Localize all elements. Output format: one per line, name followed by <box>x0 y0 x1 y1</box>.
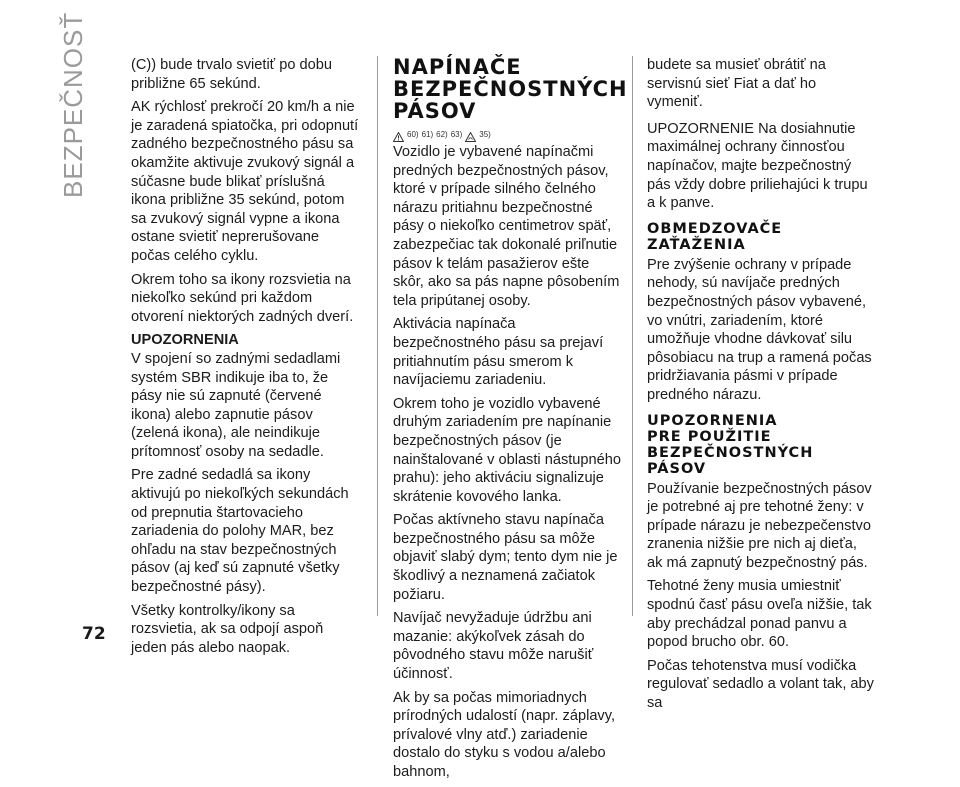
paragraph: V spojení so zadnými sedadlami systém SBR indikuje iba to, že pásy nie sú zapnuté (červené ikona) alebo zapnutie pásov (zelená ikona), ale neindikuje prítomnosť osoby na sedadle. <box>131 350 341 460</box>
paragraph: budete sa musieť obrátiť na servisnú sieť Fiat a dať ho vymeniť. <box>647 57 826 111</box>
heading-line: BEZPEČNOSTNÝCH <box>647 444 814 461</box>
warning-triangle-icon <box>393 132 404 142</box>
column-right <box>647 56 875 718</box>
heading-line: ZAŤAŽENIA <box>647 236 746 253</box>
section-title-vertical <box>58 11 98 198</box>
warning-references <box>393 128 621 142</box>
page-number: 72 <box>82 624 106 644</box>
heading-line: NAPÍNAČE <box>393 55 522 79</box>
reference-number: 35) <box>479 130 491 139</box>
paragraph: Navíjač nevyžaduje údržbu ani mazanie: akýkoľvek zásah do pôvodného stavu môže narušiť účinnosť. <box>393 610 594 683</box>
paragraph: Okrem toho sa ikony rozsvietia na niekoľko sekúnd pri každom otvorení niektorých zadných dverí. <box>131 271 354 325</box>
paragraph: Tehotné ženy musia umiestniť spodnú časť pásu oveľa nižšie, tak aby prechádzal ponad panvu a popod brucho obr. 60. <box>647 578 872 651</box>
heading-line: PÁSOV <box>647 460 707 477</box>
subsection-heading <box>647 221 875 253</box>
paragraph: Vozidlo je vybavené napínačmi predných bezpečnostných pásov, ktoré v prípade silného čelného nárazu pritiahnu bezpečnostné pásy o niekoľko centimetrov späť, zabezpečiac tak dokonalé priľnutie pásov k telám pasažierov ešte skôr, ako sa pás napne pôsobením tela pripútanej osoby. <box>393 144 620 309</box>
paragraph: Pre zadné sedadlá sa ikony aktivujú po niekoľkých sekundách od prepnutia štartovacieho zariadenia do polohy MAR, bez ohľadu na stav bezpečnostných pásov (aj keď sú zapnuté všetky bezpečnostné pásy). <box>131 467 349 596</box>
section-heading <box>393 55 628 123</box>
paragraph: Pre zvýšenie ochrany v prípade nehody, sú navíjače predných bezpečnostných pásov vybavené, vo vnútri, zariadením, ktoré umožňuje vhodne dávkovať silu pôsobiacu na trup a ramená počas pridržiavania pásmi v prípade predného nárazu. <box>647 256 872 403</box>
paragraph: Okrem toho je vozidlo vybavené druhým zariadením pre napínanie bezpečnostných pásov (je nainštalované v oblasti nástupného prahu): jeho aktiváciu signalizuje skrátenie kovového lanka. <box>393 395 621 505</box>
heading-line: BEZPEČNOSTNÝCH <box>393 77 628 101</box>
paragraph: Ak by sa počas mimoriadnych prírodných udalostí (napr. záplavy, prívalové vlny atď.) zariadenie dostalo do styku s vodou a/alebo bahnom, <box>393 689 615 780</box>
section-title: BEZPEČNOSŤ <box>58 11 88 198</box>
paragraph: Počas aktívneho stavu napínača bezpečnostného pásu sa môže objaviť slabý dym; tento dym nie je škodlivý a neznamená začiatok požiaru. <box>393 512 618 603</box>
paragraph: UPOZORNENIE Na dosiahnutie maximálnej ochrany činnosťou napínačov, majte bezpečnostný pás vždy dobre priliehajúci k trupu a k panve. <box>647 120 868 212</box>
column-left <box>131 56 359 662</box>
reference-number: 60) <box>407 130 419 139</box>
warning-heading: UPOZORNENIA <box>131 332 239 349</box>
paragraph: Všetky kontrolky/ikony sa rozsvietia, ak sa odpojí aspoň jeden pás alebo naopak. <box>131 602 324 656</box>
heading-line: PRE POUŽITIE <box>647 428 772 445</box>
column-middle <box>393 55 628 787</box>
paragraph: AK rýchlosť prekročí 20 km/h a nie je zaradená spiatočka, pri odopnutí zadného bezpečnostného pásu sa okamžite aktivuje zvukový signál a súčasne bude blikať príslušná ikona približne 35 sekúnd, potom sa zvukový signál vypne a ikona ostane svietiť neprerušovane počas celého cyklu. <box>131 99 359 264</box>
heading-line: OBMEDZOVAČE <box>647 220 783 237</box>
caution-triangle-icon <box>465 132 476 142</box>
column-divider <box>377 56 378 616</box>
reference-number: 61) <box>421 130 434 139</box>
paragraph: (C)) bude trvalo svietiť po dobu približne 65 sekúnd. <box>131 57 332 92</box>
column-divider <box>632 56 633 616</box>
reference-number: 63) <box>450 130 463 139</box>
subsection-heading <box>647 413 875 477</box>
paragraph: Používanie bezpečnostných pásov je potrebné aj pre tehotné ženy: v prípade nárazu je nebezpečenstvo zranenia nižšie pre nich aj dieťa, ak má zapnutý bezpečnostný pás. <box>647 480 872 571</box>
paragraph: Aktivácia napínača bezpečnostného pásu sa prejaví pritiahnutím pásu smerom k navíjaciemu zariadeniu. <box>393 316 604 389</box>
paragraph: Počas tehotenstva musí vodička regulovať sedadlo a volant tak, aby sa <box>647 657 874 712</box>
heading-line: UPOZORNENIA <box>647 412 778 429</box>
reference-number: 62) <box>436 130 448 139</box>
heading-line: PÁSOV <box>393 99 477 123</box>
